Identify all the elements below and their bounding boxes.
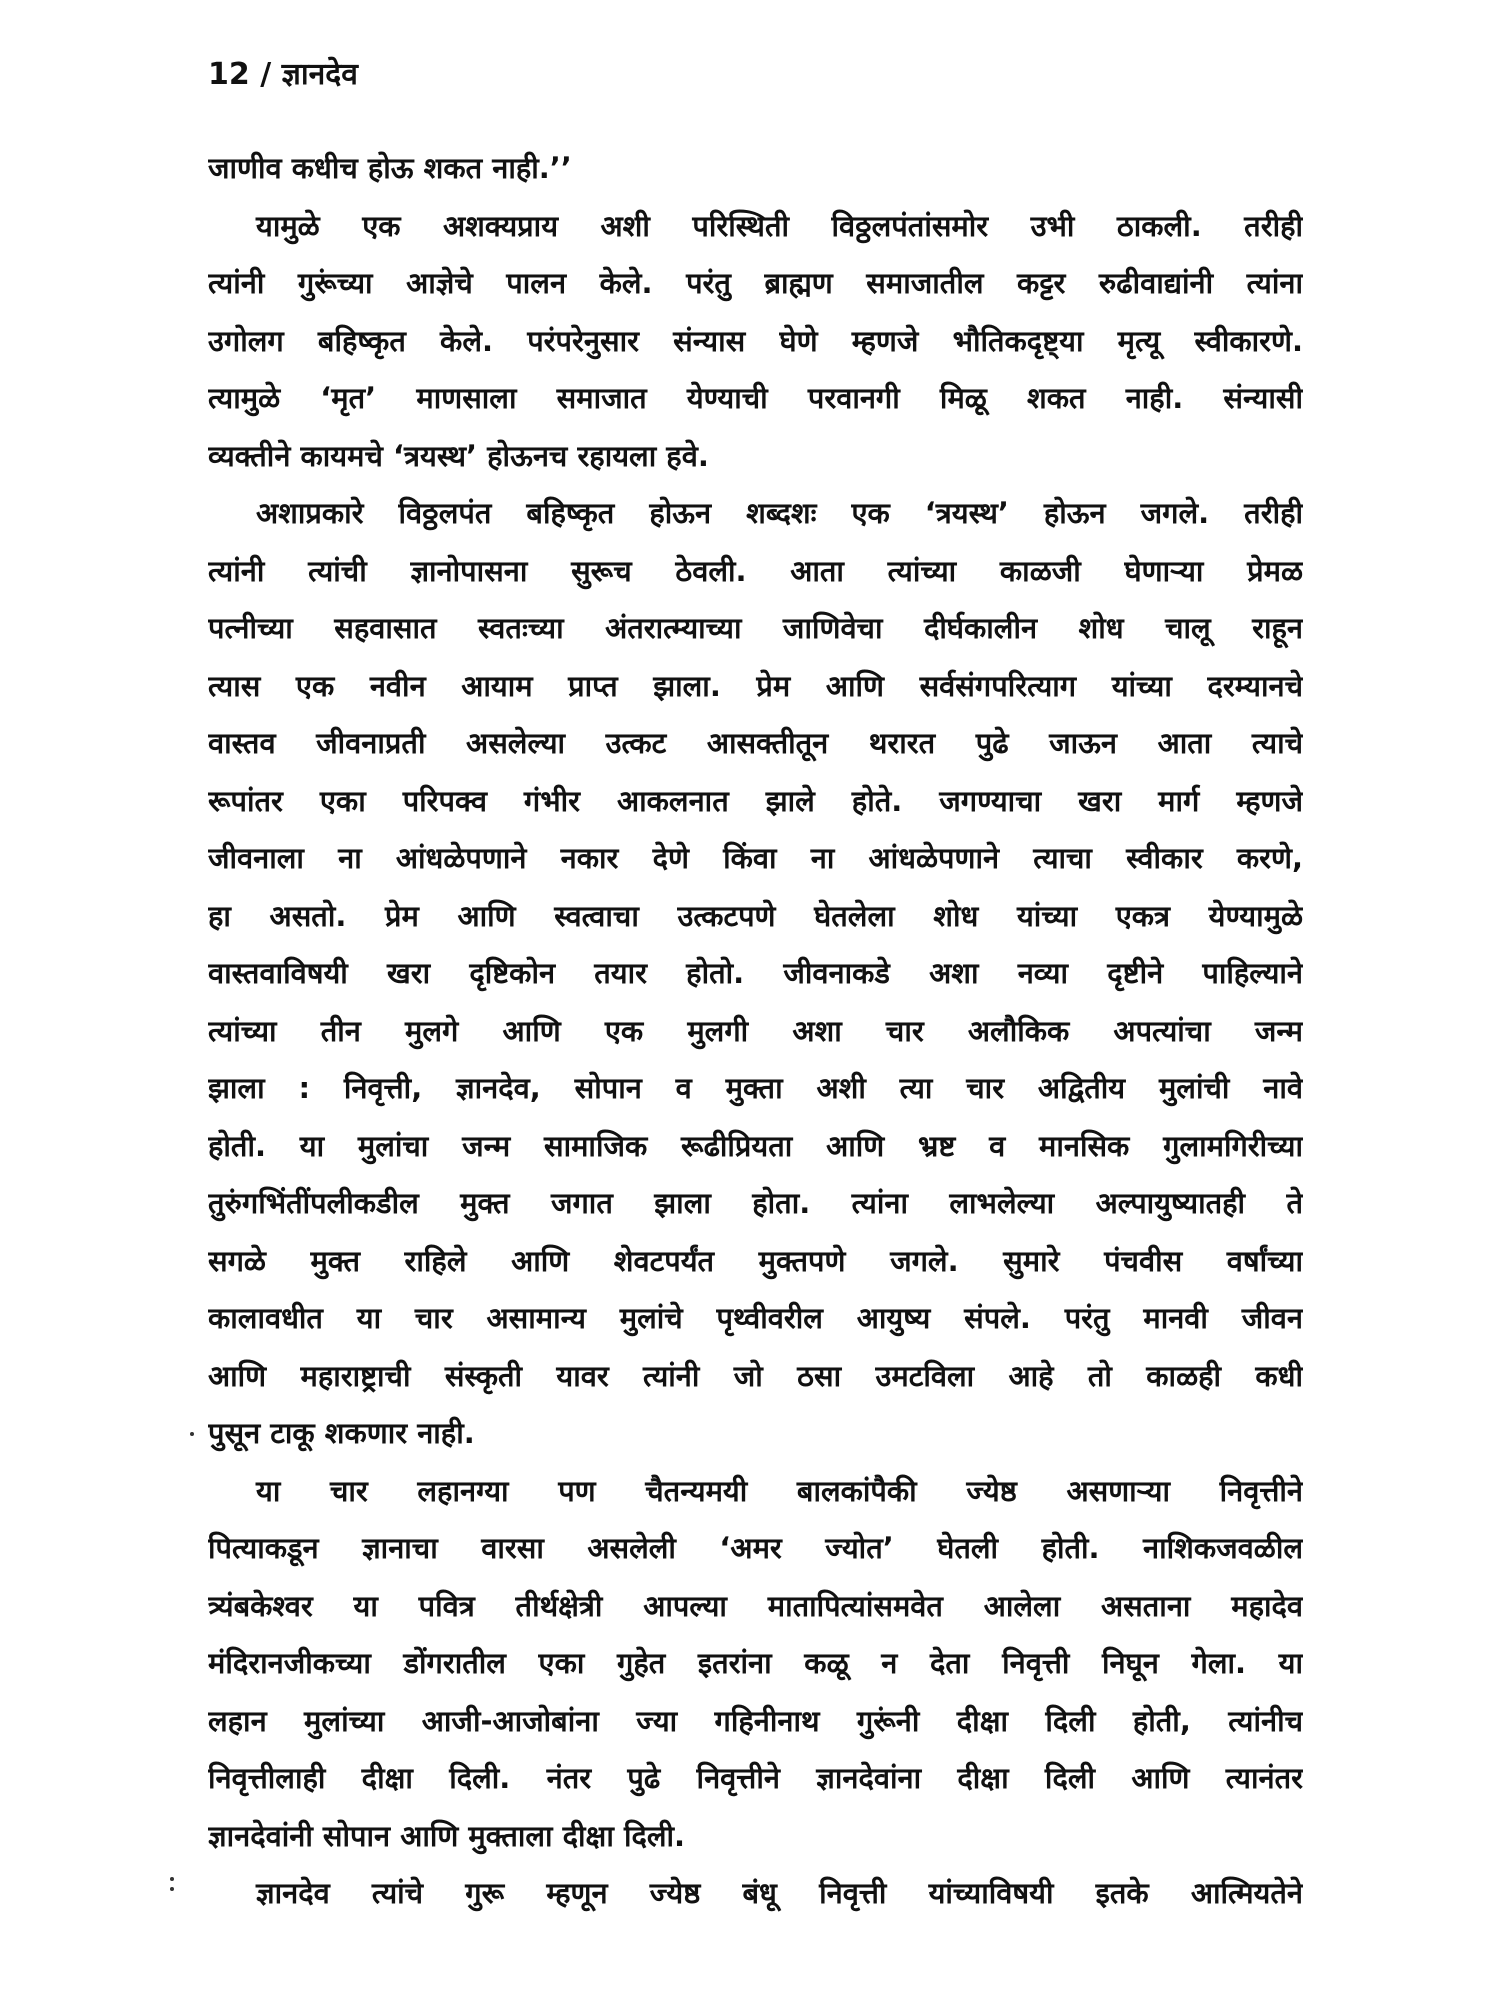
text-line: सगळे मुक्त राहिले आणि शेवटपर्यंत मुक्तपणे जगले. सुमारे पंचवीस वर्षांच्या <box>208 1243 1303 1278</box>
text-line: त्यास एक नवीन आयाम प्राप्त झाला. प्रेम आणि सर्वसंगपरित्याग यांच्या दरम्यानचे <box>208 668 1303 703</box>
text-line: त्यांनी त्यांची ज्ञानोपासना सुरूच ठेवली. आता त्यांच्या काळजी घेणाऱ्या प्रेमळ <box>208 553 1303 588</box>
paragraph <box>208 485 1303 1463</box>
page-number: 12 <box>208 57 250 92</box>
text-line: व्यक्तीने कायमचे ‘त्रयस्थ’ होऊनच रहायला हवे. <box>208 438 709 473</box>
text-line: जाणीव कधीच होऊ शकत नाही.’’ <box>208 151 572 185</box>
text-line: झाला : निवृत्ती, ज्ञानदेव, सोपान व मुक्ता अशी त्या चार अद्वितीय मुलांची नावे <box>208 1071 1303 1105</box>
text-line: हा असतो. प्रेम आणि स्वत्वाचा उत्कटपणे घेतलेला शोध यांच्या एकत्र येण्यामुळे <box>208 898 1303 933</box>
text-line: त्यामुळे ‘मृत’ माणसाला समाजात येण्याची परवानगी मिळू शकत नाही. संन्यासी <box>208 381 1303 415</box>
text-line: ज्ञानदेव त्यांचे गुरू म्हणून ज्येष्ठ बंधू निवृत्ती यांच्याविषयी इतके आत्मियतेने <box>256 1876 1303 1910</box>
paragraph <box>208 140 1303 198</box>
text-line: होती. या मुलांचा जन्म सामाजिक रूढीप्रियता आणि भ्रष्ट व मानसिक गुलामगिरीच्या <box>208 1128 1303 1163</box>
text-line: मंदिरानजीकच्या डोंगरातील एका गुहेत इतरांना कळू न देता निवृत्ती निघून गेला. या <box>208 1646 1303 1680</box>
book-title: ज्ञानदेव <box>281 57 358 92</box>
text-line: यामुळे एक अशक्यप्राय अशी परिस्थिती विठ्ठलपंतांसमोर उभी ठाकली. तरीही <box>256 208 1303 243</box>
running-header <box>208 52 358 93</box>
paragraph <box>208 198 1303 486</box>
text-line: जीवनाला ना आंधळेपणाने नकार देणे किंवा ना आंधळेपणाने त्याचा स्वीकार करणे, <box>208 841 1303 875</box>
scan-speck <box>170 1877 174 1881</box>
text-line: वास्तवाविषयी खरा दृष्टिकोन तयार होतो. जीवनाकडे अशा नव्या दृष्टीने पाहिल्याने <box>208 956 1303 990</box>
text-line: ज्ञानदेवांनी सोपान आणि मुक्ताला दीक्षा दिली. <box>208 1818 686 1853</box>
scan-speck <box>170 1887 174 1891</box>
text-line: त्र्यंबकेश्वर या पवित्र तीर्थक्षेत्री आपल्या मातापित्यांसमवेत आलेला असताना महादेव <box>208 1588 1303 1623</box>
text-line: त्यांच्या तीन मुलगे आणि एक मुलगी अशा चार अलौकिक अपत्यांचा जन्म <box>208 1013 1303 1048</box>
text-line: निवृत्तीलाही दीक्षा दिली. नंतर पुढे निवृत्तीने ज्ञानदेवांना दीक्षा दिली आणि त्यानंतर <box>208 1761 1303 1795</box>
text-line: या चार लहानग्या पण चैतन्यमयी बालकांपैकी ज्येष्ठ असणाऱ्या निवृत्तीने <box>256 1473 1303 1508</box>
body-text <box>208 140 1303 1923</box>
text-line: लहान मुलांच्या आजी-आजोबांना ज्या गहिनीनाथ गुरूंनी दीक्षा दिली होती, त्यांनीच <box>208 1703 1303 1738</box>
text-line: कालावधीत या चार असामान्य मुलांचे पृथ्वीवरील आयुष्य संपले. परंतु मानवी जीवन <box>208 1301 1303 1335</box>
text-line: पत्नीच्या सहवासात स्वतःच्या अंतरात्म्याच्या जाणिवेचा दीर्घकालीन शोध चालू राहून <box>208 611 1303 645</box>
text-line: वास्तव जीवनाप्रती असलेल्या उत्कट आसक्तीतून थरारत पुढे जाऊन आता त्याचे <box>208 726 1303 760</box>
text-line: रूपांतर एका परिपक्व गंभीर आकलनात झाले होते. जगण्याचा खरा मार्ग म्हणजे <box>208 783 1303 818</box>
text-line: पुसून टाकू शकणार नाही. <box>208 1416 475 1450</box>
header-separator: / <box>260 57 272 92</box>
scan-speck <box>190 1432 194 1436</box>
paragraph <box>208 1865 1303 1923</box>
text-line: अशाप्रकारे विठ्ठलपंत बहिष्कृत होऊन शब्दशः एक ‘त्रयस्थ’ होऊन जगले. तरीही <box>256 496 1303 530</box>
text-line: त्यांनी गुरूंच्या आज्ञेचे पालन केले. परंतु ब्राह्मण समाजातील कट्टर रुढीवाद्यांनी त्यांना <box>208 266 1303 300</box>
paragraph <box>208 1463 1303 1866</box>
text-line: तुरुंगभिंतींपलीकडील मुक्त जगात झाला होता. त्यांना लाभलेल्या अल्पायुष्यातही ते <box>208 1186 1303 1220</box>
text-line: पित्याकडून ज्ञानाचा वारसा असलेली ‘अमर ज्योत’ घेतली होती. नाशिकजवळील <box>208 1531 1303 1565</box>
text-line: आणि महाराष्ट्राची संस्कृती यावर त्यांनी जो ठसा उमटविला आहे तो काळही कधी <box>208 1358 1303 1393</box>
text-line: उगोलग बहिष्कृत केले. परंपरेनुसार संन्यास घेणे म्हणजे भौतिकदृष्ट्या मृत्यू स्वीकारणे. <box>208 323 1303 358</box>
